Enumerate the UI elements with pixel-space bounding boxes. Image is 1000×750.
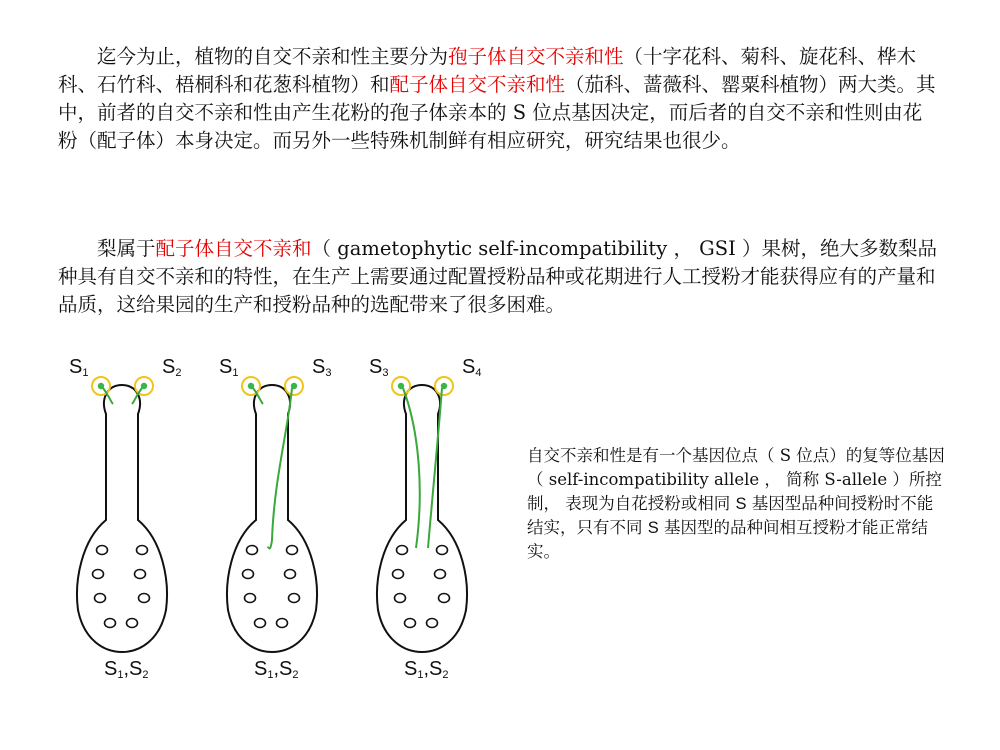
ovule: [93, 570, 104, 579]
pollen-label-left: S3: [369, 356, 389, 379]
ovule: [255, 619, 266, 628]
ovule: [435, 570, 446, 579]
ovule: [95, 594, 106, 603]
note-s-2: S: [647, 519, 659, 537]
ovule: [287, 546, 298, 555]
ovule: [243, 570, 254, 579]
highlight-sporophytic-si: 孢子体自交不亲和性: [448, 45, 624, 68]
intro-text-3: （茄科、蔷薇科、罂粟科植物）两大类。其中，前者的自交不亲和性由产生花粉的孢子体亲本的 S 位点基因决定，而后者的自交不亲和性则由花粉（配子体）本身决定。而另外一些特殊机制鲜有相应研究，研究结果也很少。: [58, 73, 936, 152]
note-text-2: 基因型品种间授粉时不能结实，只有不同: [527, 494, 934, 537]
paragraph-pear: [58, 235, 940, 319]
ovule: [135, 570, 146, 579]
highlight-gametophytic: 配子体自交不亲和: [155, 237, 312, 260]
ovule: [285, 570, 296, 579]
pollen-tube-growing: [428, 388, 442, 548]
pollen-label-right: S2: [162, 356, 182, 379]
intro-text-2: （十字花科、菊科、旋花科、桦木科、石竹科、梧桐科和花葱科植物）和: [58, 45, 917, 96]
pistil-genotype-label: S1,S2: [104, 658, 149, 681]
ovule: [289, 594, 300, 603]
pistil-outline: [227, 385, 317, 652]
pollen-label-left: S1: [219, 356, 239, 379]
highlight-gametophytic-si: 配子体自交不亲和性: [389, 73, 566, 96]
pear-text-1: 梨属于: [97, 237, 156, 260]
note-s-1: S: [735, 495, 747, 513]
note-text-1: 自交不亲和性是有一个基因位点（ S 位点）的复等位基因（ self-incompatibility allele ， 简称 S-allele ）所控制， 表现为自花授粉或相同: [527, 446, 945, 513]
ovule: [427, 619, 438, 628]
ovule: [395, 594, 406, 603]
pollen-label-right: S4: [462, 356, 482, 379]
ovule: [127, 619, 138, 628]
pollination-diagram: [0, 340, 500, 685]
ovule: [247, 546, 258, 555]
ovule: [245, 594, 256, 603]
pollen-label-right: S3: [312, 356, 332, 379]
ovule: [439, 594, 450, 603]
pistil-genotype-label: S1,S2: [404, 658, 449, 681]
ovule: [405, 619, 416, 628]
pear-text-2: （ gametophytic self-incompatibility ， GSI ）果树，绝大多数梨品种具有自交不亲和的特性，在生产上需要通过配置授粉品种或花期进行人工授粉才能获得应有的产量和品质，这给果园的生产和授粉品种的选配带来了很多困难。: [58, 237, 937, 316]
paragraph-intro: [58, 43, 940, 155]
ovule: [97, 546, 108, 555]
pistil-genotype-label: S1,S2: [254, 658, 299, 681]
si-definition-note: [527, 444, 945, 564]
ovule: [437, 546, 448, 555]
intro-text-1: 迄今为止，植物的自交不亲和性主要分为: [97, 45, 449, 68]
ovule: [393, 570, 404, 579]
ovule: [139, 594, 150, 603]
note-text-3: 基因型的品种间相互授粉才能正常结实。: [527, 518, 929, 561]
ovule: [397, 546, 408, 555]
pistil-outline: [77, 385, 167, 652]
ovule: [277, 619, 288, 628]
ovule: [105, 619, 116, 628]
pistil-outline: [377, 385, 467, 652]
ovule: [137, 546, 148, 555]
pollen-label-left: S1: [69, 356, 89, 379]
